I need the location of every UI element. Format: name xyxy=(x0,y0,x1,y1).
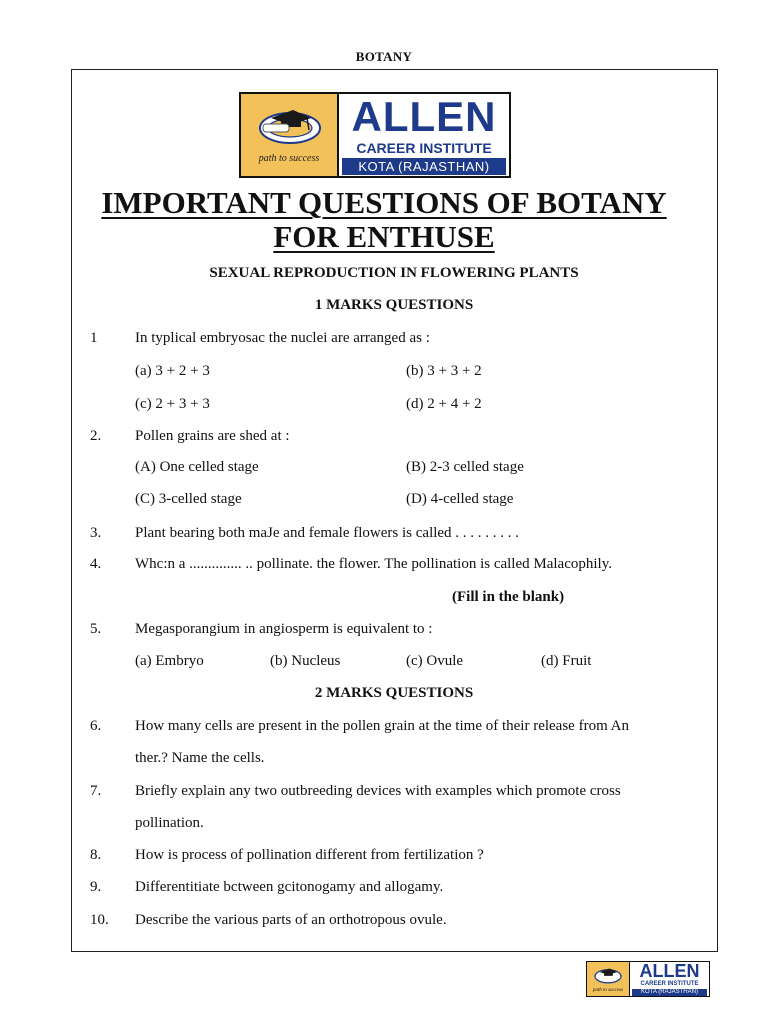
question-number: 8. xyxy=(90,847,102,863)
logo-brand: ALLEN xyxy=(351,93,497,140)
fill-in-blank-note: (Fill in the blank) xyxy=(452,589,565,605)
question-text: In typlical embryosac the nuclei are arranged as : xyxy=(135,330,430,346)
footer-logo-subtitle: CAREER INSTITUTE xyxy=(640,981,699,987)
logo-location: KOTA (RAJASTHAN) xyxy=(342,158,506,175)
question-text-continued: pollination. xyxy=(135,815,204,831)
question-text: Plant bearing both maJe and female flowers is called . . . . . . . . . xyxy=(135,525,520,541)
question-text: Briefly explain any two outbreeding devices with examples which promote cross xyxy=(135,783,621,799)
graduation-cap-icon xyxy=(591,965,625,985)
option-d: (d) Fruit xyxy=(541,653,592,669)
question-text: Describe the various parts of an orthotropous ovule. xyxy=(135,912,447,928)
option-d: (d) 2 + 4 + 2 xyxy=(406,396,482,412)
footer-logo-brand: ALLEN xyxy=(639,961,700,981)
question-text-continued: ther.? Name the cells. xyxy=(135,750,265,766)
graduation-cap-icon xyxy=(251,102,329,148)
question-text: Pollen grains are shed at : xyxy=(135,428,290,444)
logo-emblem xyxy=(241,94,339,176)
footer-logo-tagline: path to success xyxy=(592,988,624,993)
question-number: 6. xyxy=(90,718,102,734)
page-title-line2: FOR ENTHUSE xyxy=(273,219,495,254)
footer-logo-location: KOTA (RAJASTHAN) xyxy=(632,989,707,996)
option-b: (b) Nucleus xyxy=(270,653,341,669)
allen-logo xyxy=(239,92,511,178)
section-heading-1-marks: 1 MARKS QUESTIONS xyxy=(314,297,474,313)
logo-subtitle: CAREER INSTITUTE xyxy=(356,140,492,156)
option-a: (A) One celled stage xyxy=(135,459,259,475)
question-number: 2. xyxy=(90,428,102,444)
logo-tagline: path to success xyxy=(258,153,320,164)
option-b: (b) 3 + 3 + 2 xyxy=(406,363,482,379)
question-text: Whc:n a .............. .. pollinate. the flower. The pollination is called Malacophily. xyxy=(135,556,612,572)
question-text: How is process of pollination different from fertilization ? xyxy=(135,847,484,863)
question-number: 5. xyxy=(90,621,102,637)
question-number: 3. xyxy=(90,525,102,541)
option-d: (D) 4-celled stage xyxy=(406,491,514,507)
running-header: BOTANY xyxy=(355,49,413,64)
option-b: (B) 2-3 celled stage xyxy=(406,459,524,475)
option-a: (a) Embryo xyxy=(135,653,204,669)
footer-logo-emblem xyxy=(587,962,630,996)
question-number: 4. xyxy=(90,556,102,572)
question-text: Differentitiate bctween gcitonogamy and allogamy. xyxy=(135,879,444,895)
question-number: 10. xyxy=(90,912,109,928)
question-number: 7. xyxy=(90,783,102,799)
option-a: (a) 3 + 2 + 3 xyxy=(135,363,210,379)
page-title-line1: IMPORTANT QUESTIONS OF BOTANY xyxy=(101,185,667,220)
question-number: 9. xyxy=(90,879,102,895)
question-text: How many cells are present in the pollen grain at the time of their release from An xyxy=(135,718,629,734)
footer-allen-logo xyxy=(586,961,710,997)
chapter-subtitle: SEXUAL REPRODUCTION IN FLOWERING PLANTS xyxy=(209,265,579,281)
option-c: (c) 2 + 3 + 3 xyxy=(135,396,210,412)
option-c: (c) Ovule xyxy=(406,653,464,669)
option-c: (C) 3-celled stage xyxy=(135,491,242,507)
section-heading-2-marks: 2 MARKS QUESTIONS xyxy=(314,685,474,701)
question-number: 1 xyxy=(90,330,98,346)
question-text: Megasporangium in angiosperm is equivalent to : xyxy=(135,621,433,637)
